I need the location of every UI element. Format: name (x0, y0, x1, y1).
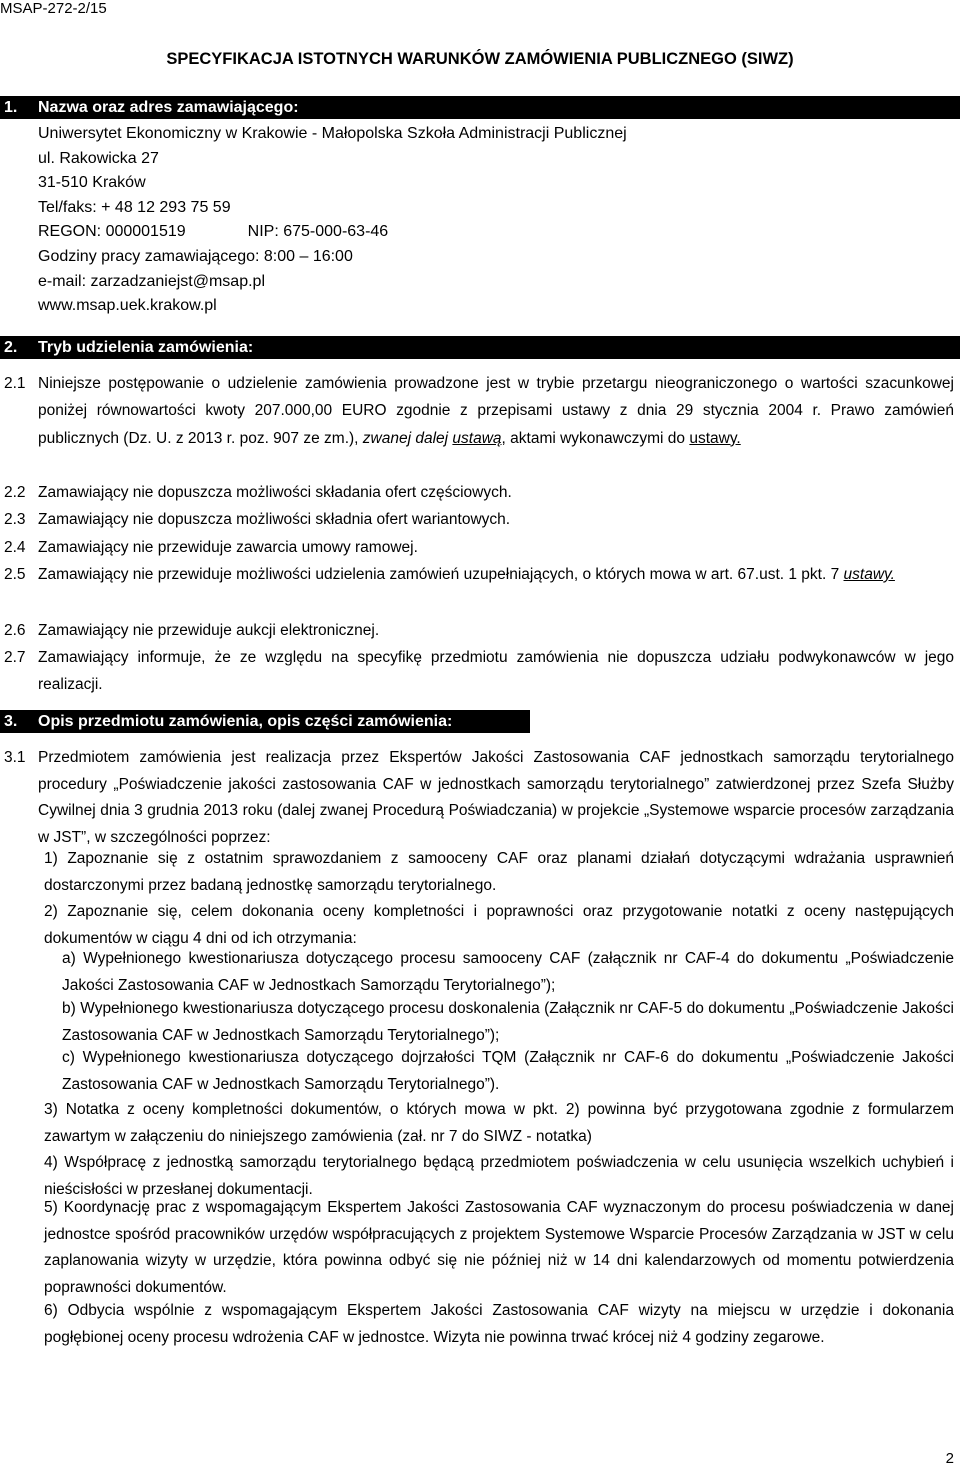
section-2-heading (0, 336, 960, 359)
clause-2-3 (4, 506, 954, 533)
address-line: Uniwersytet Ekonomiczny w Krakowie - Małopolska Szkoła Administracji Publicznej (38, 125, 627, 142)
clause-text: Zamawiający nie przewiduje aukcji elektronicznej. (38, 622, 380, 639)
regon: REGON: 000001519 (38, 223, 186, 241)
section-3-title: Opis przedmiotu zamówienia, opis części zamówienia: (38, 713, 453, 730)
nip: NIP: 675-000-63-46 (247, 223, 389, 241)
clause-2-4 (4, 534, 954, 561)
clause-2-5 (4, 561, 954, 588)
clause-text: Zamawiający nie dopuszcza możliwości składania ofert częściowych. (38, 484, 512, 501)
section-2-title: Tryb udzielenia zamówienia: (38, 339, 254, 356)
section-1-number: 1. (4, 99, 18, 116)
point-2: 2) Zapoznanie się, celem dokonania oceny kompletności i poprawności oraz przygotowanie notatki z oceny następujących dokumentów w ciągu 4 dni od ich otrzymania: (44, 903, 954, 947)
page-number: 2 (945, 1450, 954, 1467)
clause-2-6 (4, 617, 954, 644)
clause-text: Przedmiotem zamówienia jest realizacja przez Ekspertów Jakości Zastosowania CAF jednostkach samorządu terytorialnego procedury „Poświadczenie jakości zastosowania CAF w jednostkach samorządu terytorialnego” zatwierdzonej przez Szefa Służby Cywilnej dnia 3 grudnia 2013 roku (dalej zwanej Procedurą Poświadczania) w projekcie „Systemowe wsparcie procesów zarządzania w JST”, w szczególności poprzez: (38, 749, 954, 846)
clause-text: Niniejsze postępowanie o udzielenie zamówienia prowadzone jest w trybie przetargu nieograniczonego o wartości szacunkowej poniżej równowartości kwoty 207.000,00 EURO zgodnie z przepisami ustawy z dnia 29 stycznia 2004 r. Prawo zamówień publicznych (Dz. U. z 2013 r. poz. 907 ze zm.), zwanej dalej ustawą, aktami wykonawczymi do ustawy. (38, 375, 954, 447)
clause-number: 2.7 (4, 649, 26, 666)
point-1: 1) Zapoznanie się z ostatnim sprawozdaniem z samooceny CAF oraz planami działań dotyczącymi wdrażania usprawnień dostarczonymi przez badaną jednostkę samorządu terytorialnego. (44, 850, 954, 894)
clause-number: 3.1 (4, 749, 26, 766)
regon-nip-line (38, 220, 627, 245)
document-id: MSAP-272-2/15 (0, 0, 107, 17)
point-2b: b) Wypełnionego kwestionariusza dotyczącego procesu doskonalenia (Załącznik nr CAF-5 do dokumentu „Poświadczenie Jakości Zastosowania CAF w Jednostkach Samorządu Terytorialnego”); (62, 1000, 954, 1044)
contracting-authority-address (38, 122, 627, 319)
clause-number: 2.3 (4, 511, 26, 528)
point-6: 6) Odbycia wspólnie z wspomagającym Ekspertem Jakości Zastosowania CAF wizyty na miejscu w urzędzie i dokonania pogłębionej oceny procesu wdrożenia CAF w jednostce. Wizyta nie powinna trwać krócej niż 4 godziny zegarowe. (44, 1302, 954, 1346)
clause-3-1 (4, 745, 954, 851)
clause-2-7 (4, 644, 954, 699)
clause-number: 2.4 (4, 539, 26, 556)
clause-2-2 (4, 479, 954, 506)
document-title: SPECYFIKACJA ISTOTNYCH WARUNKÓW ZAMÓWIENIA PUBLICZNEGO (SIWZ) (166, 50, 794, 68)
clause-text: Zamawiający nie przewiduje zawarcia umowy ramowej. (38, 539, 418, 556)
clause-number: 2.6 (4, 622, 26, 639)
point-3: 3) Notatka z oceny kompletności dokumentów, o których mowa w pkt. 2) powinna być przygotowana zgodnie z formularzem zawartym w załączeniu do niniejszego zamówienia (zał. nr 7 do SIWZ - notatka) (44, 1101, 954, 1145)
email: e-mail: zarzadzaniejst@msap.pl (38, 272, 265, 290)
point-5: 5) Koordynację prac z wspomagającym Ekspertem Jakości Zastosowania CAF wyznaczonym do procesu poświadczenia w danej jednostce spośród pracowników urzędów współpracujących z projektem Systemowe Wsparcie Procesów Zarządzania w JST w celu zaplanowania wizyty w urzędzie, która powinna odbyć się nie później niż w 14 dni kalendarzowych od momentu potwierdzenia poprawności dokumentów. (44, 1199, 954, 1296)
clause-text: Zamawiający nie dopuszcza możliwości składnia ofert wariantowych. (38, 511, 511, 528)
section-3-number: 3. (4, 713, 18, 730)
section-1-heading (0, 96, 960, 119)
address-line: Tel/faks: + 48 12 293 75 59 (38, 198, 231, 216)
point-2c: c) Wypełnionego kwestionariusza dotyczącego dojrzałości TQM (Załącznik nr CAF-6 do dokumentu „Poświadczenie Jakości Zastosowania CAF w Jednostkach Samorządu Terytorialnego”). (62, 1049, 954, 1093)
website: www.msap.uek.krakow.pl (38, 297, 217, 315)
point-4: 4) Współpracę z jednostką samorządu terytorialnego będącą przedmiotem poświadczenia w celu usunięcia wszelkich uchybień i nieścisłości w przesłanej dokumentacji. (44, 1154, 954, 1198)
address-line: ul. Rakowicka 27 (38, 149, 159, 167)
working-hours: Godziny pracy zamawiającego: 8:00 – 16:00 (38, 247, 353, 265)
clause-number: 2.2 (4, 484, 26, 501)
section-2-number: 2. (4, 339, 18, 356)
clause-2-1 (4, 370, 954, 452)
section-1-title: Nazwa oraz adres zamawiającego: (38, 99, 299, 116)
clause-number: 2.5 (4, 566, 26, 583)
section-3-heading (0, 710, 530, 733)
clause-number: 2.1 (4, 375, 26, 392)
address-line: 31-510 Kraków (38, 174, 146, 192)
clause-text: Zamawiający nie przewiduje możliwości udzielenia zamówień uzupełniających, o których mowa w art. 67.ust. 1 pkt. 7 ustawy. (38, 566, 895, 583)
point-2a: a) Wypełnionego kwestionariusza dotyczącego procesu samooceny CAF (załącznik nr CAF-4 do dokumentu „Poświadczenie Jakości Zastosowania CAF w Jednostkach Samorządu Terytorialnego”); (62, 950, 954, 994)
clause-text: Zamawiający informuje, że ze względu na specyfikę przedmiotu zamówienia nie dopuszcza udziału podwykonawców w jego realizacji. (38, 649, 954, 694)
